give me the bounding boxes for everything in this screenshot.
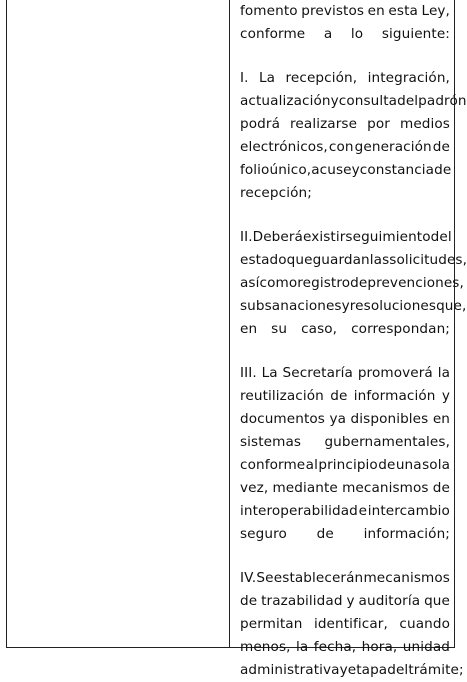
paragraph-line: reutilización de información y xyxy=(240,388,450,404)
paragraph-line: sistemas gubernamentales, xyxy=(240,434,450,450)
paragraph-iv xyxy=(240,567,464,682)
paragraph-i xyxy=(240,67,467,205)
paragraph-line: interoperabilidad e intercambio xyxy=(240,503,450,519)
paragraph-line: recepción; xyxy=(240,185,312,201)
paragraph-line: podrá realizarse por medios xyxy=(240,116,450,132)
paragraph-intro xyxy=(240,0,450,46)
paragraph-line: menos, la fecha, hora, unidad xyxy=(240,639,450,655)
paragraph-line: seguro de información; xyxy=(240,526,450,542)
paragraph-ii xyxy=(240,226,467,341)
paragraph-line: estado que guardan las solicitudes, xyxy=(240,252,467,268)
document-table xyxy=(6,0,467,678)
paragraph-line: en su caso, correspondan; xyxy=(240,321,450,337)
paragraph-line: de trazabilidad y auditoría que xyxy=(240,593,450,609)
paragraph-spacer xyxy=(240,546,450,567)
paragraph-line: así como registro de prevenciones, xyxy=(240,275,464,291)
paragraph-spacer xyxy=(240,205,450,226)
paragraph-line: electrónicos, con generación de xyxy=(240,139,450,155)
paragraph-spacer xyxy=(240,46,450,67)
paragraph-line: I. La recepción, integración, xyxy=(240,70,450,86)
paragraph-line: subsanaciones y resoluciones que, xyxy=(240,298,467,314)
paragraph-line: conforme al principio de una sola xyxy=(240,457,450,473)
paragraph-line: permitan identificar, cuando xyxy=(240,616,450,632)
paragraph-line: actualización y consulta del padrón xyxy=(240,93,467,109)
right-column-cell xyxy=(230,0,467,678)
paragraph-line: documentos ya disponibles en xyxy=(240,411,450,427)
paragraph-line: III. La Secretaría promoverá la xyxy=(240,365,450,381)
left-column-cell xyxy=(7,0,230,647)
paragraph-spacer xyxy=(240,341,450,362)
paragraph-line: II. Deberá existir seguimiento del xyxy=(240,229,452,245)
paragraph-line: vez, mediante mecanismos de xyxy=(240,480,450,496)
paragraph-line: folio único, acuse y constancia de xyxy=(240,162,452,178)
paragraph-line: IV. Se establecerán mecanismos xyxy=(240,570,450,586)
paragraph-line: administrativa y etapa del trámite; xyxy=(240,662,464,678)
paragraph-line: fomento previstos en esta Ley, xyxy=(240,3,450,19)
paragraph-iii xyxy=(240,362,450,546)
paragraph-line: conforme a lo siguiente: xyxy=(240,26,450,42)
